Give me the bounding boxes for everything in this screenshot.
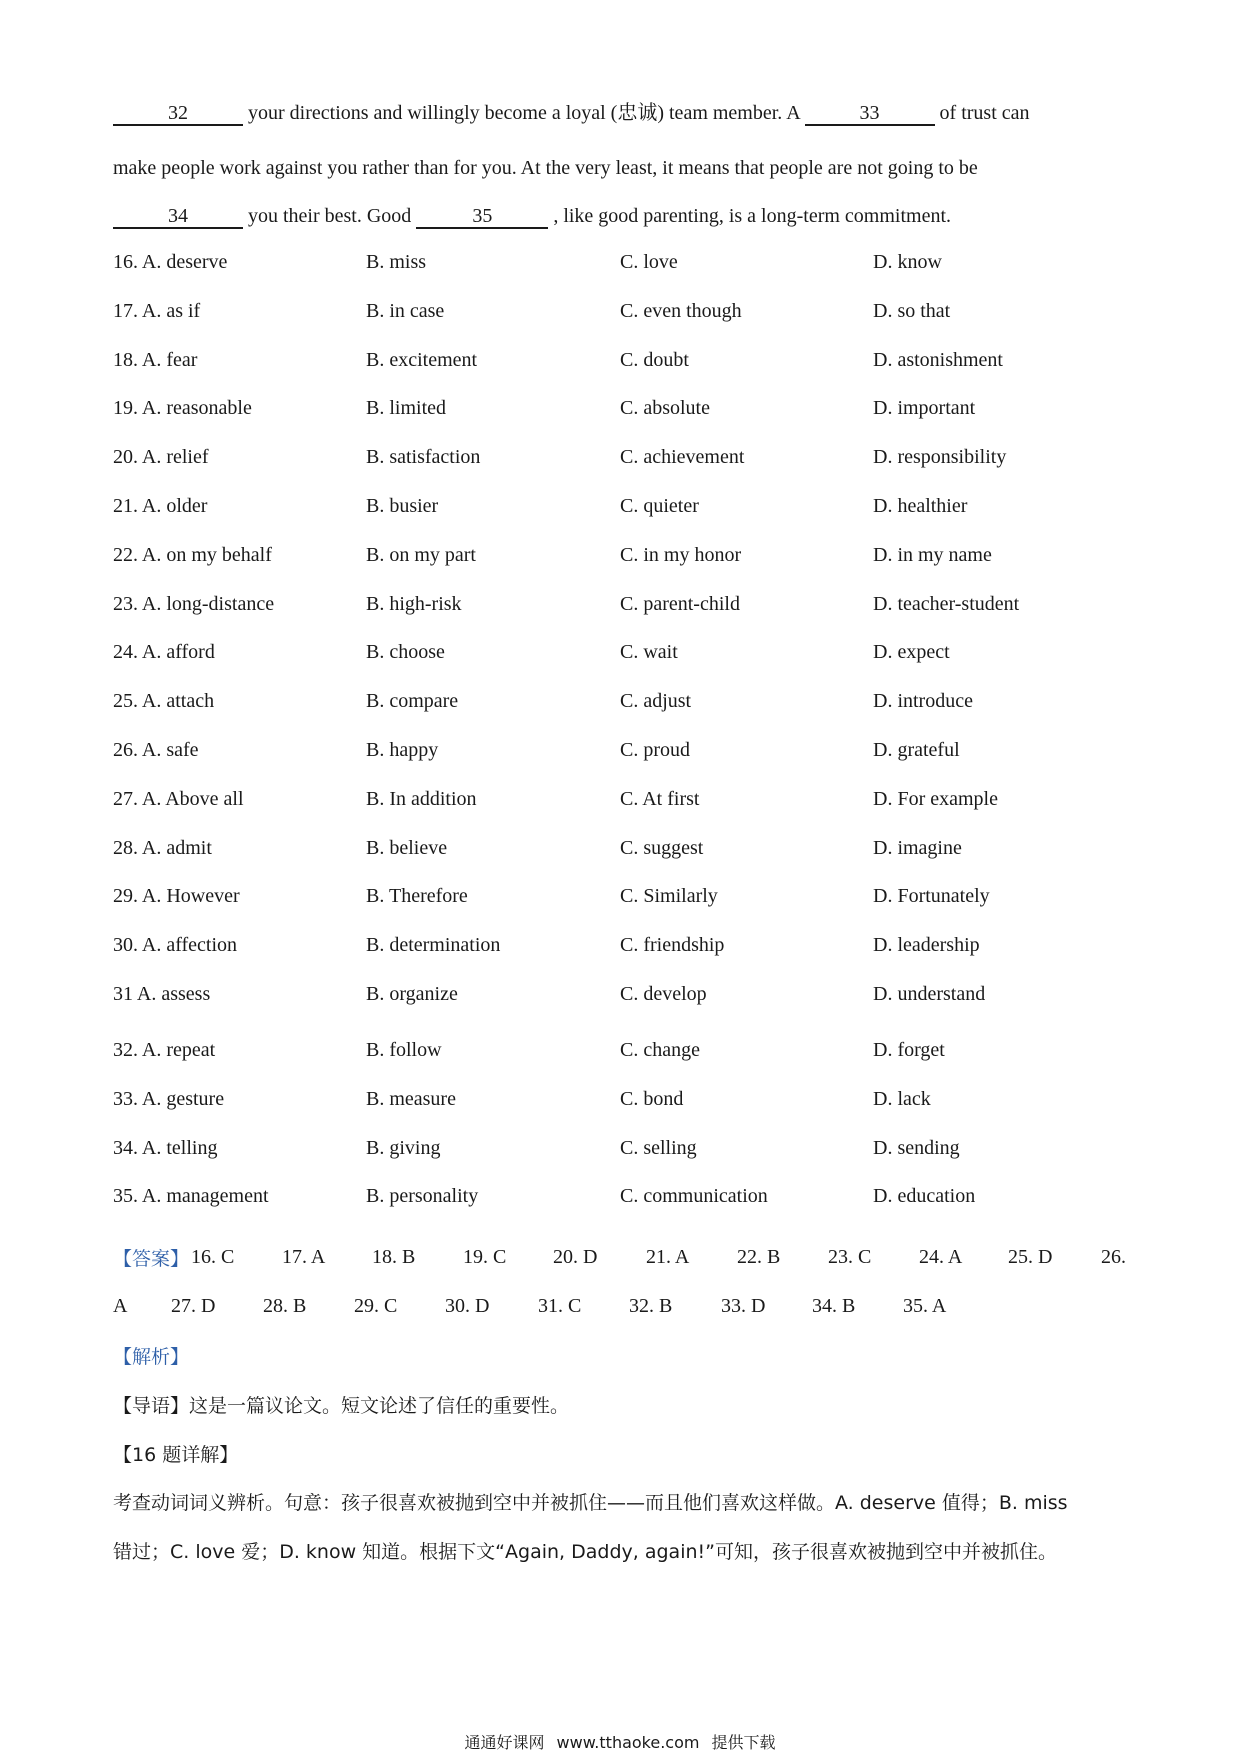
option-b: B. excitement: [366, 348, 478, 371]
answer-item: 29. C: [354, 1295, 398, 1317]
answer-item: 35. A: [903, 1295, 947, 1317]
answer-item: 22. B: [737, 1246, 781, 1268]
option-c: C. develop: [620, 983, 707, 1005]
option-d: D. understand: [873, 983, 986, 1005]
option-row: [113, 349, 1113, 379]
option-d: D. healthier: [873, 495, 968, 517]
option-b: B. determination: [366, 934, 501, 957]
passage-text: your directions and willingly become a loyal (忠诚) team member. A: [248, 102, 800, 124]
analysis-tag: 【解析】: [113, 1346, 190, 1368]
option-row: [113, 983, 1113, 1013]
option-c: C. quieter: [620, 495, 699, 517]
option-a: 25. A. attach: [113, 690, 215, 713]
option-a: 30. A. affection: [113, 934, 238, 957]
option-c: C. absolute: [620, 397, 710, 420]
passage-text: you their best. Good: [248, 205, 412, 227]
option-row: [113, 837, 1113, 867]
option-b: B. happy: [366, 739, 439, 761]
option-c: C. suggest: [620, 836, 704, 859]
answer-item: 24. A: [919, 1246, 963, 1268]
option-c: C. love: [620, 251, 678, 273]
analysis-intro: 【导语】这是一篇议论文。短文论述了信任的重要性。: [113, 1395, 570, 1417]
option-row: [113, 593, 1113, 623]
passage-line-3: [113, 205, 951, 229]
option-a: 31 A. assess: [113, 983, 211, 1005]
answer-item: 21. A: [646, 1246, 690, 1268]
answer-item: 26.: [1101, 1246, 1126, 1268]
answer-item: 28. B: [263, 1295, 307, 1317]
answer-item: 25. D: [1008, 1246, 1053, 1268]
answer-item: 33. D: [721, 1295, 766, 1317]
option-d: D. For example: [873, 787, 998, 810]
option-a: 29. A. However: [113, 885, 240, 908]
option-b: B. compare: [366, 690, 459, 713]
option-a: 24. A. afford: [113, 641, 215, 664]
option-c: C. Similarly: [620, 885, 718, 908]
option-c: C. even though: [620, 299, 742, 322]
option-d: D. Fortunately: [873, 885, 990, 908]
option-row: [113, 641, 1113, 671]
passage-line-2: make people work against you rather than for you. At the very least, it means that people are not going to be: [113, 157, 978, 179]
option-row: [113, 1137, 1113, 1167]
option-d: D. responsibility: [873, 446, 1007, 469]
option-row: [113, 544, 1113, 574]
answer-item: 34. B: [812, 1295, 856, 1317]
option-c: C. change: [620, 1039, 700, 1061]
option-a: 34. A. telling: [113, 1136, 218, 1159]
answer-item: 19. C: [463, 1246, 507, 1268]
option-d: D. so that: [873, 299, 951, 322]
blank-33: 33: [805, 102, 935, 126]
option-a: 27. A. Above all: [113, 787, 244, 810]
page-footer: [0, 1730, 1240, 1753]
option-row: [113, 251, 1113, 281]
option-a: 19. A. reasonable: [113, 397, 252, 420]
passage-line-1: [113, 96, 1030, 126]
option-b: B. In addition: [366, 787, 477, 810]
question-16-explanation-line-2: 错过；C. love 爱；D. know 知道。根据下文“Again, Daddy, again!”可知，孩子很喜欢被抛到空中并被抓住。: [113, 1541, 1057, 1563]
option-b: B. on my part: [366, 543, 476, 566]
option-b: B. believe: [366, 836, 448, 859]
footer-url-link[interactable]: www.tthaoke.com: [556, 1733, 700, 1752]
option-row: [113, 397, 1113, 427]
option-row: [113, 1088, 1113, 1118]
answer-item: 18. B: [372, 1246, 416, 1268]
option-b: B. in case: [366, 299, 445, 322]
option-c: C. proud: [620, 739, 690, 761]
option-a: 18. A. fear: [113, 348, 198, 371]
option-d: D. imagine: [873, 836, 962, 859]
option-d: D. expect: [873, 641, 950, 664]
option-c: C. in my honor: [620, 543, 742, 566]
option-d: D. education: [873, 1185, 976, 1208]
option-b: B. limited: [366, 397, 446, 420]
option-a: 22. A. on my behalf: [113, 543, 272, 566]
question-16-explanation-line-1: 考查动词词义辨析。句意：孩子很喜欢被抛到空中并被抓住——而且他们喜欢这样做。A. deserve 值得；B. miss: [113, 1492, 1068, 1514]
option-b: B. miss: [366, 251, 427, 273]
option-b: B. choose: [366, 641, 445, 664]
option-b: B. measure: [366, 1087, 456, 1110]
answer-item: 23. C: [828, 1246, 872, 1268]
option-d: D. important: [873, 397, 976, 420]
question-16-title: 【16 题详解】: [113, 1444, 239, 1466]
option-a: 23. A. long-distance: [113, 592, 275, 615]
footer-note: 提供下载: [711, 1733, 776, 1752]
passage-text: of trust can: [939, 102, 1030, 124]
option-a: 35. A. management: [113, 1185, 269, 1208]
option-c: C. friendship: [620, 934, 725, 957]
option-c: C. adjust: [620, 690, 692, 713]
option-a: 16. A. deserve: [113, 251, 228, 273]
blank-34: 34: [113, 205, 243, 229]
option-d: D. teacher-student: [873, 592, 1020, 615]
option-row: [113, 446, 1113, 476]
option-row: [113, 690, 1113, 720]
option-d: D. know: [873, 251, 942, 273]
option-c: C. doubt: [620, 348, 689, 371]
option-b: B. busier: [366, 495, 439, 517]
option-a: 26. A. safe: [113, 739, 199, 761]
option-d: D. grateful: [873, 739, 960, 761]
answer-tag: 【答案】: [113, 1248, 190, 1270]
answer-item: 32. B: [629, 1295, 673, 1317]
answer-item: A: [113, 1295, 128, 1317]
option-b: B. high-risk: [366, 592, 462, 615]
answer-item: 30. D: [445, 1295, 490, 1317]
option-d: D. lack: [873, 1087, 931, 1110]
answer-item: 16. C: [191, 1246, 235, 1268]
option-c: C. wait: [620, 641, 678, 664]
option-row: [113, 885, 1113, 915]
option-row: [113, 788, 1113, 818]
option-row: [113, 1185, 1113, 1215]
option-b: B. follow: [366, 1039, 442, 1061]
option-row: [113, 495, 1113, 525]
option-c: C. achievement: [620, 446, 745, 469]
option-row: [113, 739, 1113, 769]
option-d: D. forget: [873, 1039, 945, 1061]
option-d: D. astonishment: [873, 348, 1003, 371]
answer-item: 17. A: [282, 1246, 326, 1268]
option-b: B. organize: [366, 983, 458, 1005]
answer-item: 20. D: [553, 1246, 598, 1268]
option-b: B. satisfaction: [366, 446, 481, 469]
option-c: C. parent-child: [620, 592, 740, 615]
passage-text: , like good parenting, is a long-term commitment.: [553, 205, 952, 227]
blank-35: 35: [416, 205, 548, 229]
footer-site-name: 通通好课网: [464, 1733, 545, 1752]
option-a: 32. A. repeat: [113, 1039, 216, 1061]
option-b: B. giving: [366, 1136, 441, 1159]
option-row: [113, 1039, 1113, 1069]
option-d: D. leadership: [873, 934, 980, 957]
option-b: B. personality: [366, 1185, 479, 1208]
option-row: [113, 934, 1113, 964]
option-b: B. Therefore: [366, 885, 468, 908]
option-row: [113, 300, 1113, 330]
answer-item: 27. D: [171, 1295, 216, 1317]
option-d: D. introduce: [873, 690, 973, 713]
option-c: C. bond: [620, 1087, 684, 1110]
option-d: D. sending: [873, 1136, 960, 1159]
option-c: C. communication: [620, 1185, 768, 1208]
option-a: 33. A. gesture: [113, 1087, 225, 1110]
answer-item: 31. C: [538, 1295, 582, 1317]
option-c: C. selling: [620, 1136, 697, 1159]
blank-32: 32: [113, 102, 243, 126]
option-a: 28. A. admit: [113, 836, 212, 859]
option-a: 20. A. relief: [113, 446, 209, 469]
option-c: C. At first: [620, 787, 700, 810]
option-a: 21. A. older: [113, 495, 208, 517]
option-a: 17. A. as if: [113, 299, 201, 322]
option-d: D. in my name: [873, 543, 992, 566]
